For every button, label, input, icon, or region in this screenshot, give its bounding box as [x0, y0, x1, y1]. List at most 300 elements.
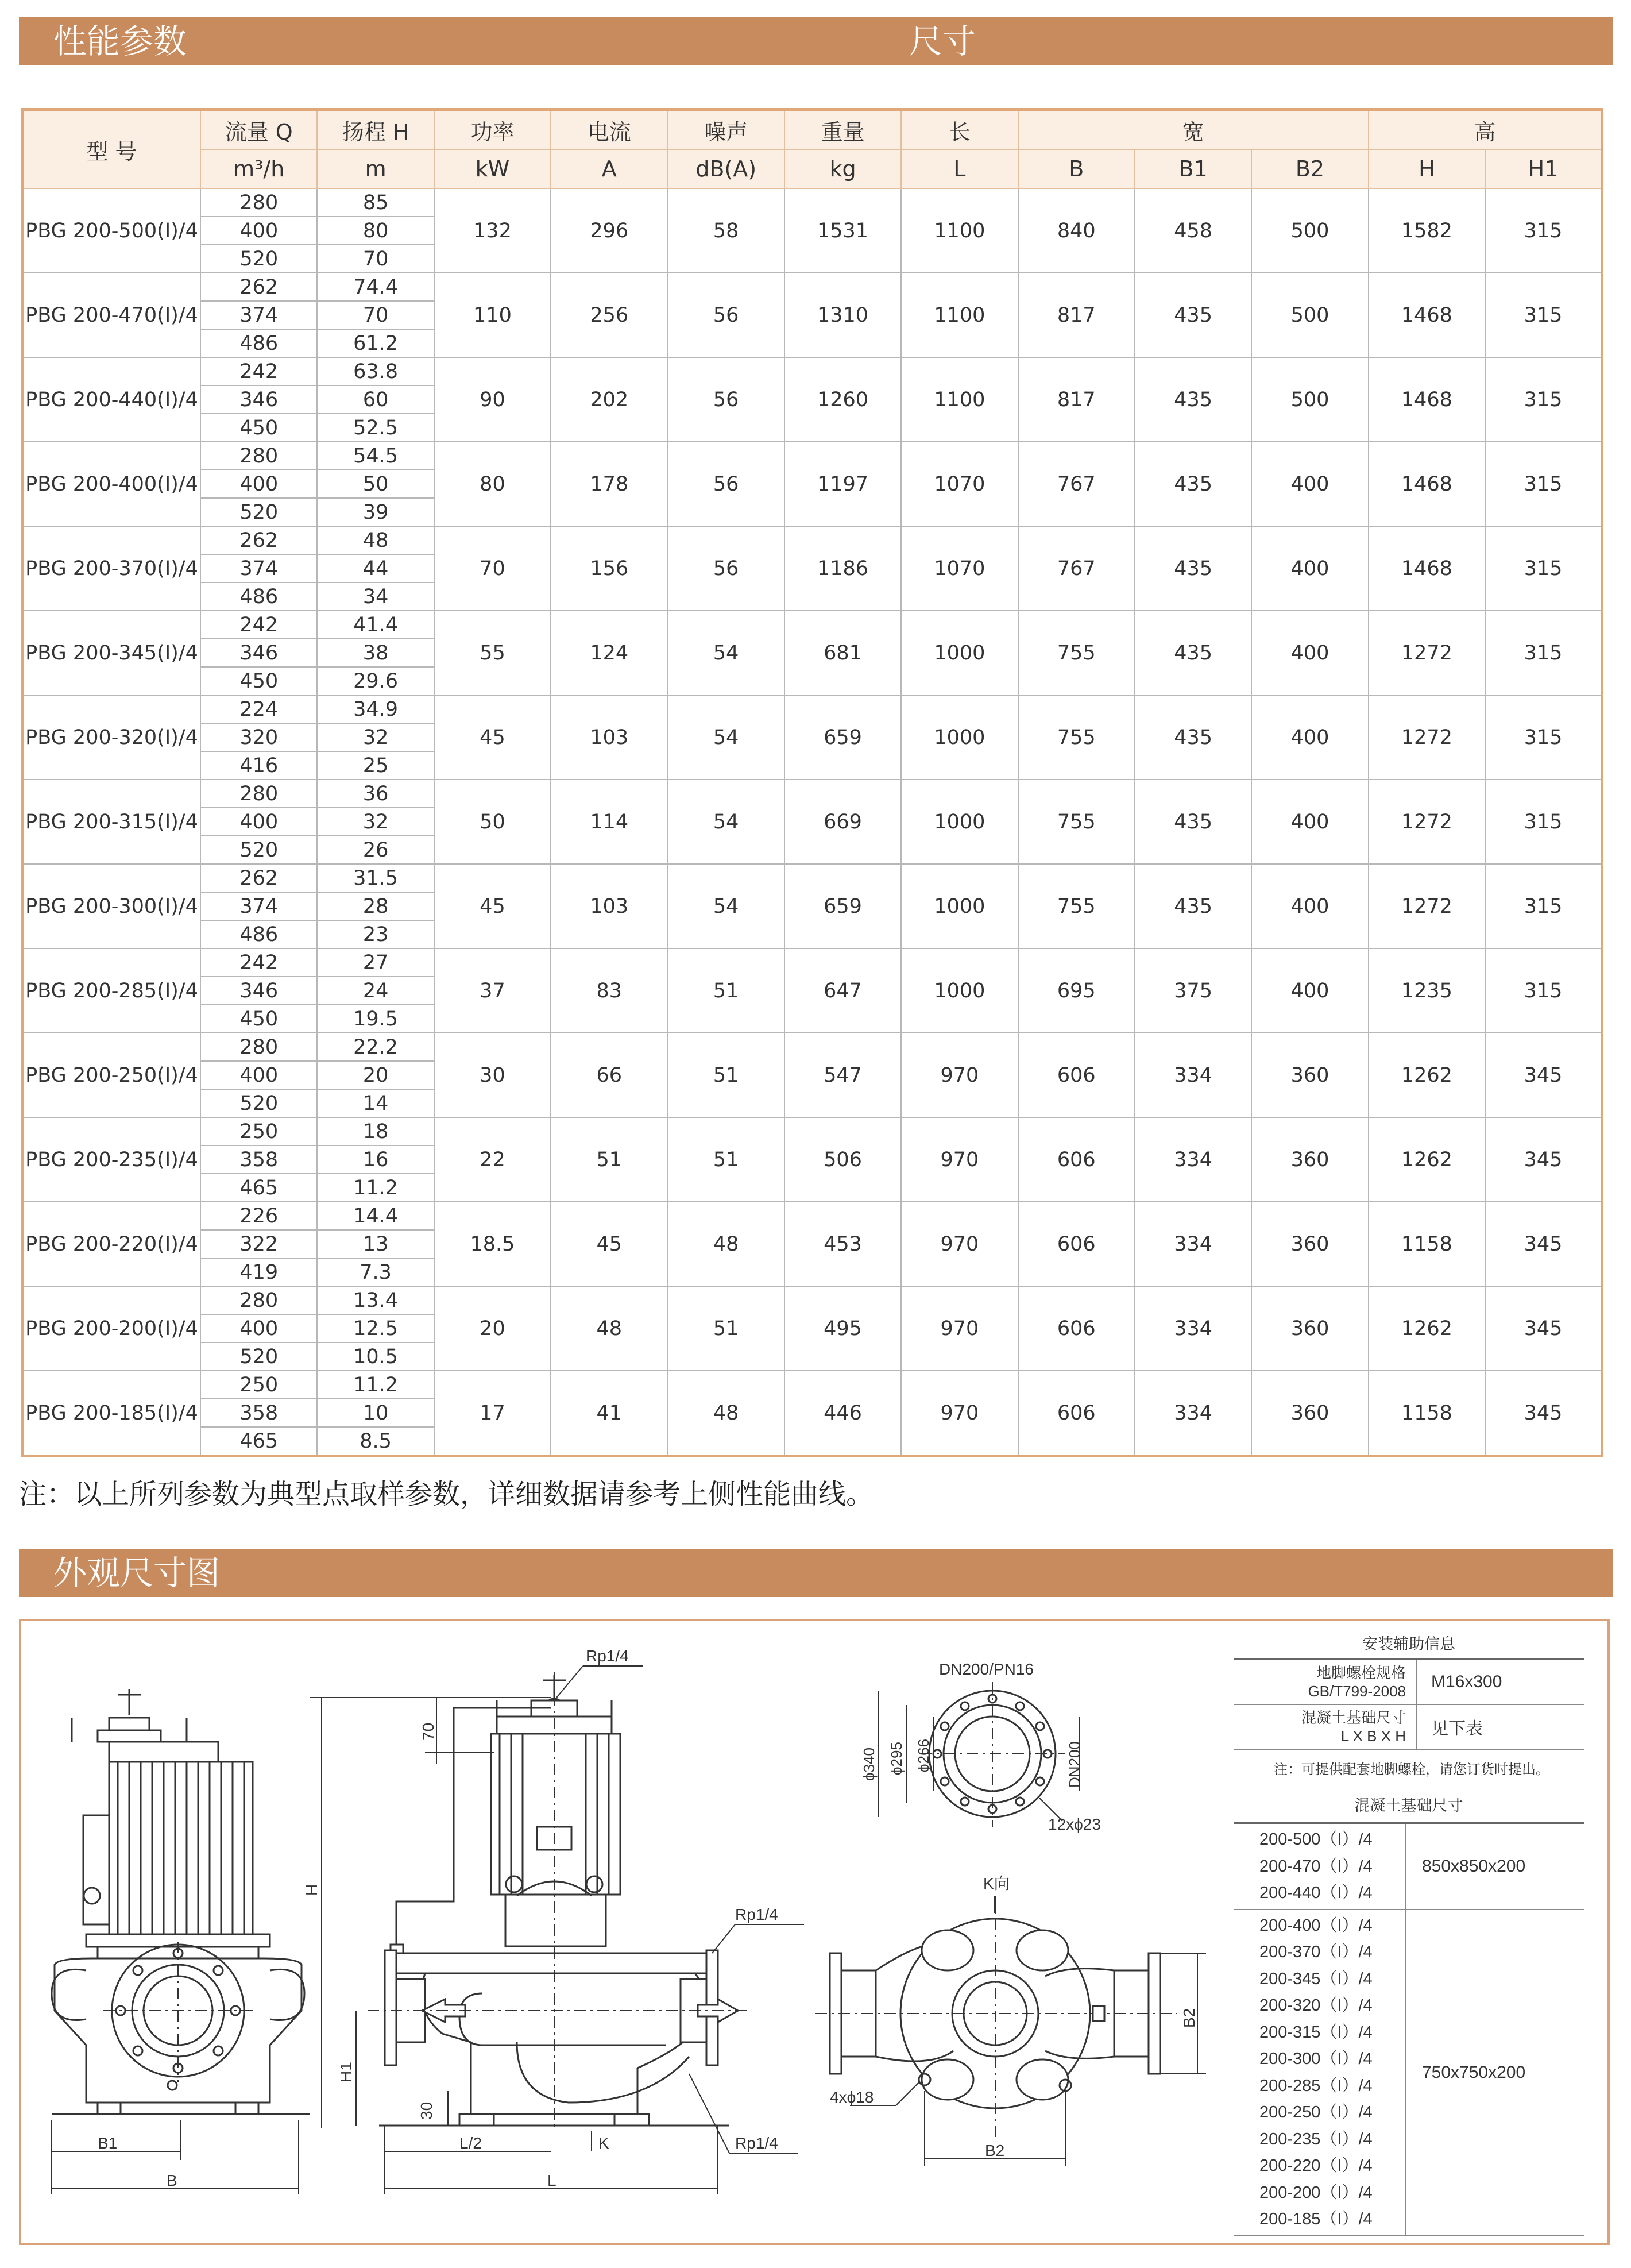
flow-cell: 280	[200, 1033, 317, 1061]
head-cell: 19.5	[317, 1005, 434, 1033]
flow-cell: 280	[200, 1286, 317, 1314]
head-cell: 14	[317, 1089, 434, 1117]
db-cell: 56	[667, 526, 784, 611]
h1-cell: 315	[1485, 526, 1602, 611]
kw-cell: 37	[434, 948, 551, 1033]
b-cell: 606	[1018, 1033, 1135, 1117]
flow-cell: 486	[200, 329, 317, 357]
head-cell: 32	[317, 808, 434, 836]
a-cell: 45	[551, 1202, 667, 1286]
kw-cell: 50	[434, 780, 551, 864]
kg-cell: 453	[784, 1202, 901, 1286]
unit-weight: kg	[784, 149, 901, 188]
l-cell: 1000	[901, 948, 1018, 1033]
base-label-line-2: L X B X H	[1340, 1727, 1406, 1745]
flow-cell: 400	[200, 1061, 317, 1089]
a-cell: 296	[551, 188, 667, 273]
b2-cell: 400	[1251, 611, 1368, 695]
flow-cell: 242	[200, 948, 317, 977]
a-cell: 156	[551, 526, 667, 611]
header-noise: 噪声	[667, 110, 784, 150]
base-size-title: 混凝土基础尺寸	[1234, 1786, 1584, 1824]
h1-cell: 315	[1485, 611, 1602, 695]
base-group-2	[1234, 1910, 1584, 2236]
head-cell: 48	[317, 526, 434, 554]
install-tip: 注：可提供配套地脚螺栓，请您订货时提出。	[1274, 1762, 1549, 1777]
b1-cell: 435	[1135, 526, 1251, 611]
h-cell: 1468	[1369, 526, 1485, 611]
db-cell: 54	[667, 695, 784, 780]
kg-cell: 547	[784, 1033, 901, 1117]
h-cell: 1272	[1369, 611, 1485, 695]
b2-cell: 400	[1251, 442, 1368, 526]
head-cell: 25	[317, 751, 434, 780]
db-cell: 48	[667, 1202, 784, 1286]
label-d295: ϕ295	[888, 1742, 905, 1775]
a-cell: 202	[551, 357, 667, 442]
list-item: 200-470（I）/4	[1259, 1857, 1373, 1876]
flow-cell: 416	[200, 751, 317, 780]
kg-cell: 506	[784, 1117, 901, 1202]
list-item: 200-185（I）/4	[1259, 2210, 1373, 2228]
kw-cell: 18.5	[434, 1202, 551, 1286]
a-cell: 48	[551, 1286, 667, 1371]
kg-cell: 495	[784, 1286, 901, 1371]
kw-cell: 45	[434, 695, 551, 780]
label-holes-12: 12xϕ23	[1048, 1815, 1101, 1833]
kw-cell: 132	[434, 188, 551, 273]
b2-cell: 400	[1251, 780, 1368, 864]
h1-cell: 345	[1485, 1033, 1602, 1117]
flow-cell: 242	[200, 357, 317, 385]
label-dim-h1: H1	[337, 2062, 355, 2082]
flow-cell: 400	[200, 470, 317, 498]
l-cell: 970	[901, 1286, 1018, 1371]
flow-cell: 520	[200, 1089, 317, 1117]
h-cell: 1468	[1369, 357, 1485, 442]
flow-cell: 486	[200, 583, 317, 611]
db-cell: 56	[667, 273, 784, 357]
kg-cell: 1531	[784, 188, 901, 273]
h1-cell: 315	[1485, 695, 1602, 780]
head-cell: 39	[317, 498, 434, 526]
flow-cell: 358	[200, 1145, 317, 1174]
kg-cell: 647	[784, 948, 901, 1033]
label-rp1: Rp1/4	[586, 1647, 629, 1665]
h1-cell: 345	[1485, 1371, 1602, 1456]
flange-view	[879, 1682, 1080, 1827]
db-cell: 51	[667, 1286, 784, 1371]
unit-b1: B1	[1135, 149, 1251, 188]
head-cell: 44	[317, 554, 434, 583]
base-group-1	[1234, 1824, 1584, 1910]
list-item: 200-300（I）/4	[1259, 2050, 1373, 2068]
label-dim-b: B	[167, 2171, 177, 2189]
b-cell: 606	[1018, 1117, 1135, 1202]
label-dim-l: L	[547, 2171, 556, 2189]
head-cell: 27	[317, 948, 434, 977]
list-item: 200-285（I）/4	[1259, 2076, 1373, 2095]
flow-cell: 400	[200, 217, 317, 245]
flow-cell: 400	[200, 808, 317, 836]
flow-cell: 520	[200, 836, 317, 864]
unit-l: L	[901, 149, 1018, 188]
head-cell: 26	[317, 836, 434, 864]
b1-cell: 435	[1135, 611, 1251, 695]
b-cell: 695	[1018, 948, 1135, 1033]
head-cell: 74.4	[317, 273, 434, 301]
flow-cell: 374	[200, 554, 317, 583]
drawing-title: 外观尺寸图	[53, 1553, 221, 1592]
head-cell: 13.4	[317, 1286, 434, 1314]
head-cell: 60	[317, 385, 434, 414]
header-height: 高	[1369, 110, 1602, 150]
l-cell: 1000	[901, 695, 1018, 780]
head-cell: 18	[317, 1117, 434, 1145]
l-cell: 970	[901, 1117, 1018, 1202]
h1-cell: 315	[1485, 864, 1602, 948]
head-cell: 29.6	[317, 667, 434, 695]
b1-cell: 375	[1135, 948, 1251, 1033]
kg-cell: 1197	[784, 442, 901, 526]
base-group-1-models	[1234, 1824, 1406, 1909]
kg-cell: 446	[784, 1371, 901, 1456]
base-size-row	[1234, 1705, 1584, 1750]
flow-cell: 520	[200, 245, 317, 273]
base-group-2-value: 750x750x200	[1422, 2062, 1526, 2082]
kg-cell: 1260	[784, 357, 901, 442]
list-item: 200-220（I）/4	[1259, 2157, 1373, 2175]
b-cell: 755	[1018, 695, 1135, 780]
flow-cell: 242	[200, 611, 317, 639]
b-cell: 817	[1018, 357, 1135, 442]
head-cell: 36	[317, 780, 434, 808]
db-cell: 51	[667, 948, 784, 1033]
flow-cell: 358	[200, 1399, 317, 1427]
h1-cell: 315	[1485, 273, 1602, 357]
kw-cell: 17	[434, 1371, 551, 1456]
unit-head: m	[317, 149, 434, 188]
flow-cell: 262	[200, 864, 317, 892]
dimension-title: 尺寸	[909, 22, 976, 61]
l-cell: 970	[901, 1202, 1018, 1286]
model-cell: PBG 200-250(I)/4	[22, 1033, 201, 1117]
b2-cell: 360	[1251, 1117, 1368, 1202]
header-flow: 流量 Q	[200, 110, 317, 150]
db-cell: 54	[667, 780, 784, 864]
flow-cell: 450	[200, 414, 317, 442]
flow-cell: 280	[200, 780, 317, 808]
kw-cell: 70	[434, 526, 551, 611]
model-cell: PBG 200-440(I)/4	[22, 357, 201, 442]
b-cell: 606	[1018, 1286, 1135, 1371]
model-cell: PBG 200-370(I)/4	[22, 526, 201, 611]
l-cell: 1000	[901, 780, 1018, 864]
label-k-direction: K向	[983, 1874, 1010, 1892]
base-label-line-1: 混凝土基础尺寸	[1301, 1709, 1406, 1726]
h1-cell: 315	[1485, 188, 1602, 273]
flow-cell: 374	[200, 892, 317, 920]
label-dim-70: 70	[419, 1722, 437, 1741]
flow-cell: 419	[200, 1258, 317, 1286]
unit-b2: B2	[1251, 149, 1368, 188]
h-cell: 1235	[1369, 948, 1485, 1033]
label-d340: ϕ340	[860, 1748, 878, 1781]
model-cell: PBG 200-200(I)/4	[22, 1286, 201, 1371]
a-cell: 66	[551, 1033, 667, 1117]
head-cell: 22.2	[317, 1033, 434, 1061]
model-cell: PBG 200-235(I)/4	[22, 1117, 201, 1202]
unit-current: A	[551, 149, 667, 188]
header-current: 电流	[551, 110, 667, 150]
l-cell: 1100	[901, 188, 1018, 273]
b1-cell: 458	[1135, 188, 1251, 273]
db-cell: 56	[667, 357, 784, 442]
header-head: 扬程 H	[317, 110, 434, 150]
head-cell: 52.5	[317, 414, 434, 442]
flow-cell: 280	[200, 188, 317, 217]
head-cell: 34	[317, 583, 434, 611]
b2-cell: 360	[1251, 1202, 1368, 1286]
bolt-spec-value: M16x300	[1431, 1672, 1502, 1691]
a-cell: 41	[551, 1371, 667, 1456]
b1-cell: 334	[1135, 1371, 1251, 1456]
model-cell: PBG 200-320(I)/4	[22, 695, 201, 780]
list-item: 200-235（I）/4	[1259, 2130, 1373, 2149]
flow-cell: 465	[200, 1427, 317, 1456]
head-cell: 85	[317, 188, 434, 217]
a-cell: 103	[551, 864, 667, 948]
b2-cell: 360	[1251, 1286, 1368, 1371]
list-item: 200-440（I）/4	[1259, 1884, 1373, 1902]
bolt-spec-row	[1234, 1660, 1584, 1705]
kg-cell: 669	[784, 780, 901, 864]
flow-cell: 250	[200, 1117, 317, 1145]
kg-cell: 1186	[784, 526, 901, 611]
flow-cell: 262	[200, 526, 317, 554]
h-cell: 1272	[1369, 780, 1485, 864]
head-cell: 70	[317, 245, 434, 273]
l-cell: 970	[901, 1371, 1018, 1456]
b2-cell: 500	[1251, 273, 1368, 357]
b1-cell: 334	[1135, 1202, 1251, 1286]
h-cell: 1468	[1369, 273, 1485, 357]
flow-cell: 450	[200, 1005, 317, 1033]
db-cell: 54	[667, 864, 784, 948]
header-model: 型 号	[22, 110, 201, 189]
model-cell: PBG 200-285(I)/4	[22, 948, 201, 1033]
label-dim-l2: L/2	[459, 2134, 482, 2152]
b2-cell: 360	[1251, 1033, 1368, 1117]
head-cell: 54.5	[317, 442, 434, 470]
b1-cell: 435	[1135, 442, 1251, 526]
unit-power: kW	[434, 149, 551, 188]
head-cell: 28	[317, 892, 434, 920]
install-info-panel	[1234, 1627, 1584, 2236]
flow-cell: 520	[200, 1343, 317, 1371]
head-cell: 7.3	[317, 1258, 434, 1286]
head-cell: 32	[317, 723, 434, 751]
h-cell: 1582	[1369, 188, 1485, 273]
bolt-label-line-2: GB/T799-2008	[1308, 1683, 1406, 1700]
flow-cell: 224	[200, 695, 317, 723]
kw-cell: 110	[434, 273, 551, 357]
flow-cell: 280	[200, 442, 317, 470]
head-cell: 13	[317, 1230, 434, 1258]
label-rp3: Rp1/4	[735, 2134, 778, 2152]
db-cell: 51	[667, 1117, 784, 1202]
model-cell: PBG 200-400(I)/4	[22, 442, 201, 526]
list-item: 200-315（I）/4	[1259, 2023, 1373, 2042]
b2-cell: 400	[1251, 864, 1368, 948]
header-weight: 重量	[784, 110, 901, 150]
kg-cell: 681	[784, 611, 901, 695]
label-dim-h: H	[303, 1884, 320, 1896]
head-cell: 14.4	[317, 1202, 434, 1230]
head-cell: 61.2	[317, 329, 434, 357]
head-cell: 38	[317, 639, 434, 667]
a-cell: 83	[551, 948, 667, 1033]
install-info-title: 安装辅助信息	[1234, 1627, 1584, 1660]
kw-cell: 20	[434, 1286, 551, 1371]
head-cell: 16	[317, 1145, 434, 1174]
flow-cell: 322	[200, 1230, 317, 1258]
h-cell: 1262	[1369, 1117, 1485, 1202]
l-cell: 1100	[901, 273, 1018, 357]
label-rp2: Rp1/4	[735, 1906, 778, 1923]
kw-cell: 45	[434, 864, 551, 948]
flow-cell: 320	[200, 723, 317, 751]
label-flange: DN200/PN16	[939, 1660, 1034, 1678]
db-cell: 51	[667, 1033, 784, 1117]
b2-cell: 400	[1251, 948, 1368, 1033]
l-cell: 1000	[901, 611, 1018, 695]
model-cell: PBG 200-300(I)/4	[22, 864, 201, 948]
label-dim-30: 30	[418, 2101, 435, 2120]
label-dn200: DN200	[1066, 1741, 1083, 1788]
b-cell: 606	[1018, 1371, 1135, 1456]
b2-cell: 400	[1251, 526, 1368, 611]
b1-cell: 435	[1135, 273, 1251, 357]
header-power: 功率	[434, 110, 551, 150]
kg-cell: 659	[784, 695, 901, 780]
base-group-2-models	[1234, 1910, 1406, 2235]
h1-cell: 315	[1485, 780, 1602, 864]
list-item: 200-320（I）/4	[1259, 1996, 1373, 2015]
model-cell: PBG 200-470(I)/4	[22, 273, 201, 357]
model-cell: PBG 200-220(I)/4	[22, 1202, 201, 1286]
base-group-1-value: 850x850x200	[1422, 1856, 1526, 1876]
l-cell: 1100	[901, 357, 1018, 442]
kg-cell: 659	[784, 864, 901, 948]
list-item: 200-500（I）/4	[1259, 1830, 1373, 1849]
unit-h1: H1	[1485, 149, 1602, 188]
a-cell: 114	[551, 780, 667, 864]
a-cell: 178	[551, 442, 667, 526]
h-cell: 1262	[1369, 1286, 1485, 1371]
list-item: 200-200（I）/4	[1259, 2183, 1373, 2202]
flow-cell: 226	[200, 1202, 317, 1230]
bolt-spec-label	[1234, 1660, 1417, 1704]
list-item: 200-345（I）/4	[1259, 1969, 1373, 1988]
unit-h: H	[1369, 149, 1485, 188]
b2-cell: 400	[1251, 695, 1368, 780]
h-cell: 1272	[1369, 864, 1485, 948]
head-cell: 8.5	[317, 1427, 434, 1456]
front-view	[52, 1689, 310, 2194]
h1-cell: 345	[1485, 1286, 1602, 1371]
b1-cell: 435	[1135, 695, 1251, 780]
db-cell: 56	[667, 442, 784, 526]
kw-cell: 22	[434, 1117, 551, 1202]
b1-cell: 435	[1135, 357, 1251, 442]
flow-cell: 400	[200, 1314, 317, 1343]
b1-cell: 435	[1135, 780, 1251, 864]
flow-cell: 450	[200, 667, 317, 695]
head-cell: 11.2	[317, 1174, 434, 1202]
flow-cell: 262	[200, 273, 317, 301]
label-dim-b2-vertical: B2	[1180, 2008, 1198, 2028]
label-dim-k: K	[598, 2134, 609, 2152]
unit-flow: m³/h	[200, 149, 317, 188]
head-cell: 31.5	[317, 864, 434, 892]
head-cell: 41.4	[317, 611, 434, 639]
head-cell: 23	[317, 920, 434, 948]
h-cell: 1158	[1369, 1371, 1485, 1456]
model-cell: PBG 200-315(I)/4	[22, 780, 201, 864]
bolt-label-line-1: 地脚螺栓规格	[1316, 1664, 1406, 1681]
side-view	[310, 1666, 804, 2194]
head-cell: 80	[317, 217, 434, 245]
flow-cell: 520	[200, 498, 317, 526]
flow-cell: 486	[200, 920, 317, 948]
model-cell: PBG 200-345(I)/4	[22, 611, 201, 695]
b1-cell: 435	[1135, 864, 1251, 948]
flow-cell: 250	[200, 1371, 317, 1399]
a-cell: 51	[551, 1117, 667, 1202]
model-cell: PBG 200-185(I)/4	[22, 1371, 201, 1456]
flow-cell: 465	[200, 1174, 317, 1202]
list-item: 200-250（I）/4	[1259, 2103, 1373, 2122]
kw-cell: 55	[434, 611, 551, 695]
head-cell: 34.9	[317, 695, 434, 723]
head-cell: 11.2	[317, 1371, 434, 1399]
b-cell: 755	[1018, 611, 1135, 695]
kw-cell: 80	[434, 442, 551, 526]
unit-noise: dB(A)	[667, 149, 784, 188]
h1-cell: 315	[1485, 442, 1602, 526]
b2-cell: 360	[1251, 1371, 1368, 1456]
base-size-label	[1234, 1705, 1417, 1749]
head-cell: 12.5	[317, 1314, 434, 1343]
l-cell: 970	[901, 1033, 1018, 1117]
h-cell: 1272	[1369, 695, 1485, 780]
b-cell: 767	[1018, 442, 1135, 526]
b-cell: 755	[1018, 780, 1135, 864]
head-cell: 10	[317, 1399, 434, 1427]
k-direction-view	[815, 1896, 1206, 2166]
h1-cell: 315	[1485, 948, 1602, 1033]
b-cell: 767	[1018, 526, 1135, 611]
b-cell: 755	[1018, 864, 1135, 948]
b1-cell: 334	[1135, 1117, 1251, 1202]
h1-cell: 345	[1485, 1117, 1602, 1202]
l-cell: 1070	[901, 442, 1018, 526]
kw-cell: 30	[434, 1033, 551, 1117]
h-cell: 1468	[1369, 442, 1485, 526]
kw-cell: 90	[434, 357, 551, 442]
a-cell: 124	[551, 611, 667, 695]
